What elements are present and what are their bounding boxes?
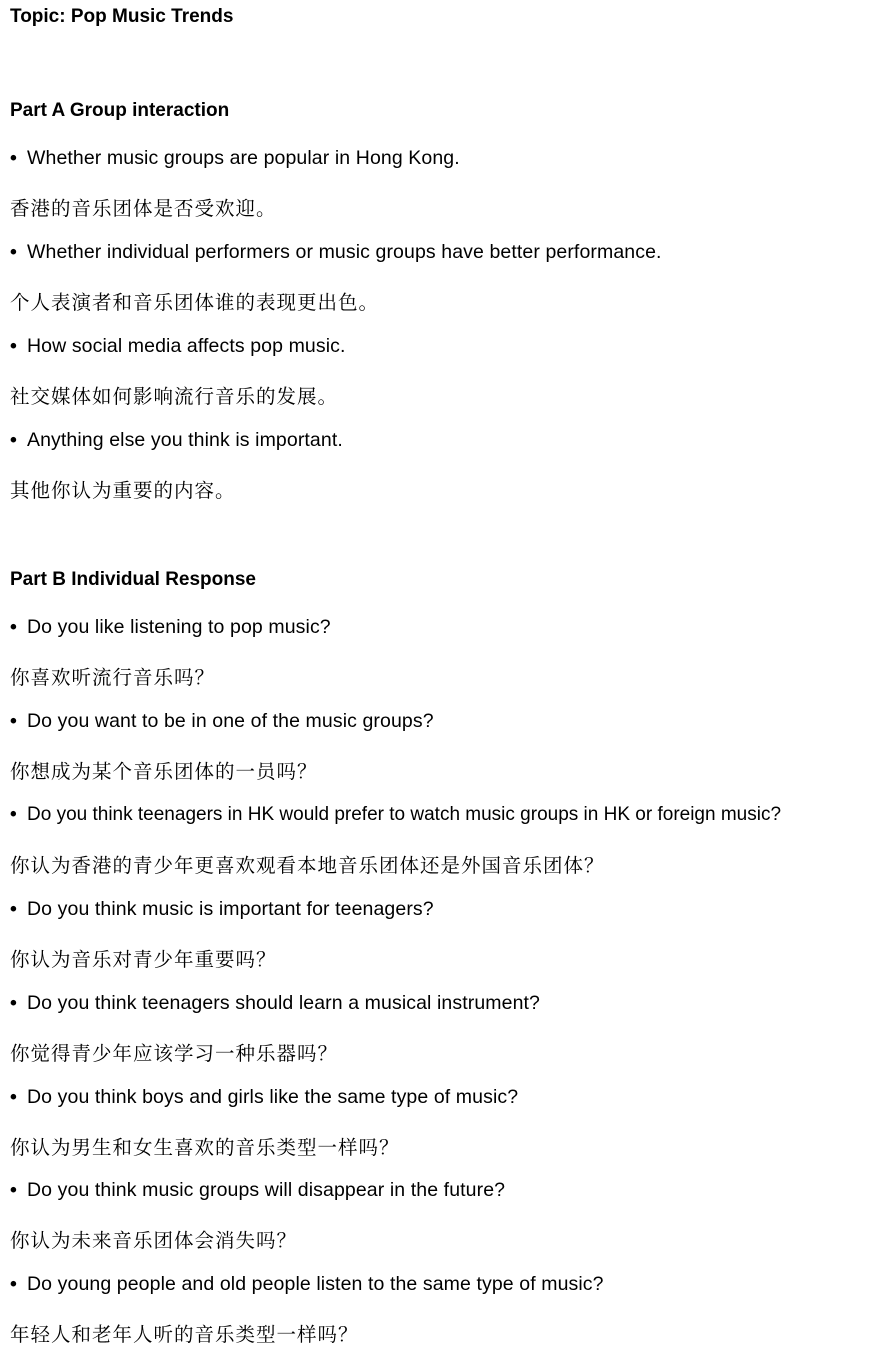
part-a-item-3-en: • How social media affects pop music.: [10, 335, 346, 357]
part-b-item-2-zh: 你想成为某个音乐团体的一员吗？: [10, 760, 318, 783]
bullet-icon: •: [10, 241, 17, 263]
part-b-item-7-zh: 你认为未来音乐团体会消失吗？: [10, 1229, 298, 1252]
part-a-item-4-zh: 其他你认为重要的内容。: [10, 479, 236, 502]
part-b-item-4-en: • Do you think music is important for teenagers?: [10, 898, 434, 920]
part-b-item-6-en: • Do you think boys and girls like the same type of music?: [10, 1086, 519, 1108]
bullet-icon: •: [10, 147, 17, 169]
part-b-item-4-zh: 你认为音乐对青少年重要吗？: [10, 948, 277, 971]
part-b-item-8-en: • Do young people and old people listen to the same type of music?: [10, 1273, 604, 1295]
part-b-item-3-zh: 你认为香港的青少年更喜欢观看本地音乐团体还是外国音乐团体？: [10, 854, 605, 877]
bullet-icon: •: [10, 710, 17, 732]
part-a-item-3-zh: 社交媒体如何影响流行音乐的发展。: [10, 385, 339, 408]
part-b-item-1-en: • Do you like listening to pop music?: [10, 616, 331, 638]
part-a-heading: Part A Group interaction: [10, 100, 230, 121]
bullet-icon: •: [10, 1179, 17, 1201]
bullet-icon: •: [10, 1086, 17, 1108]
part-b-item-7-en: • Do you think music groups will disappear in the future?: [10, 1179, 506, 1201]
bullet-icon: •: [10, 429, 17, 451]
part-b-item-8-zh: 年轻人和老年人听的音乐类型一样吗？: [10, 1323, 359, 1346]
part-a-item-4-en: • Anything else you think is important.: [10, 429, 343, 451]
part-a-item-2-zh: 个人表演者和音乐团体谁的表现更出色。: [10, 291, 380, 314]
part-b-item-6-zh: 你认为男生和女生喜欢的音乐类型一样吗？: [10, 1136, 400, 1159]
part-a-item-2-en: • Whether individual performers or music groups have better performance.: [10, 241, 662, 263]
part-b-item-5-zh: 你觉得青少年应该学习一种乐器吗？: [10, 1042, 339, 1065]
part-b-item-5-en: • Do you think teenagers should learn a musical instrument?: [10, 992, 540, 1014]
part-a-item-1-en: • Whether music groups are popular in Hong Kong.: [10, 147, 460, 169]
bullet-icon: •: [10, 616, 17, 638]
bullet-icon: •: [10, 335, 17, 357]
part-b-heading: Part B Individual Response: [10, 569, 256, 590]
bullet-icon: •: [10, 898, 17, 920]
bullet-icon: •: [10, 992, 17, 1014]
topic-title: Topic: Pop Music Trends: [10, 6, 234, 27]
bullet-icon: •: [10, 804, 17, 825]
part-a-item-1-zh: 香港的音乐团体是否受欢迎。: [10, 197, 277, 220]
part-b-item-2-en: • Do you want to be in one of the music groups?: [10, 710, 434, 732]
bullet-icon: •: [10, 1273, 17, 1295]
part-b-item-1-zh: 你喜欢听流行音乐吗？: [10, 666, 216, 689]
part-b-item-3-en: • Do you think teenagers in HK would prefer to watch music groups in HK or foreign music?: [10, 804, 782, 825]
